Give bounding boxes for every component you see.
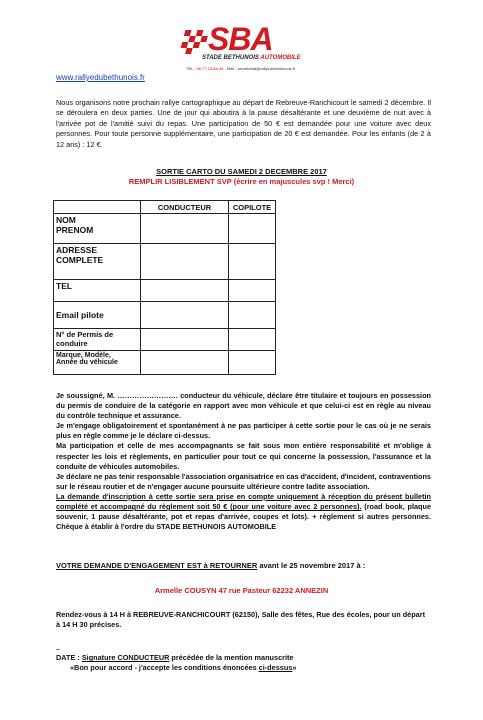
conducteur-vehicule-cell[interactable] bbox=[141, 351, 229, 375]
row-label: TEL bbox=[54, 280, 141, 302]
retour-instruction bbox=[56, 561, 365, 570]
declaration-p5-underlined: La demande d'inscription à cette sortie sera prise en compte uniquement à réception du présent bulletin complété et accompagné du règlement soit 50 € (pour une voiture avec 2 personnes). bbox=[56, 491, 431, 512]
intro-paragraph: Nous organisons notre prochain rallye cartographique au départ de Rebreuve-Ranchicourt le samedi 2 décembre. Il se déroulera en deux parties. Une de jour qui aboutira à la pause désaltérante et une deuxième de nuit avec à l'arrivée pot de l'amitié suivi du repas. Une participation de 50 € est demandée pour une voiture avec deux personnes. Pour toute personne supplémentaire, une participation de 20 € est demandée. Pour les enfants (de 2 à 12 ans) : 12 €. bbox=[56, 98, 431, 149]
row-label: ADRESSE COMPLETE bbox=[54, 244, 141, 280]
conducteur-email-cell[interactable] bbox=[141, 302, 229, 329]
conducteur-nom-cell[interactable] bbox=[141, 214, 229, 244]
row-label: Email pilote bbox=[54, 302, 141, 329]
bon-pour-accord: «Bon pour accord - j'accepte les conditions énoncées ci-dessus» bbox=[70, 663, 297, 673]
copilote-tel-cell[interactable] bbox=[229, 280, 276, 302]
copilote-nom-cell[interactable] bbox=[229, 214, 276, 244]
row-label: NOM PRENOM bbox=[54, 214, 141, 244]
date-label: DATE : bbox=[56, 653, 80, 663]
club-name-part1: STADE BETHUNOIS bbox=[202, 55, 259, 61]
rendezvous-info: Rendez-vous à 14 H à REBREUVE-RANCHICOURT (62150), Salle des fêtes, Rue des écoles, pour un départ à 14 H 30 précises. bbox=[56, 610, 425, 630]
form-row-vehicule bbox=[54, 351, 276, 375]
sortie-title: SORTIE CARTO DU SAMEDI 2 DECEMBRE 2017 bbox=[156, 167, 327, 176]
form-row-nom bbox=[54, 214, 276, 244]
form-row-adresse bbox=[54, 244, 276, 280]
date-signature-section bbox=[56, 643, 296, 674]
row-label: N° de Permis de conduire bbox=[54, 329, 141, 351]
ci-dessus: ci-dessus bbox=[258, 663, 293, 673]
remplir-instruction: REMPLIR LISIBLEMENT SVP (écrire en majuscules svp ! Merci) bbox=[128, 177, 355, 186]
date-signature-line bbox=[56, 653, 296, 663]
form-row-permis bbox=[54, 329, 276, 351]
declaration-p5-rest: (road book, plaque souvenir, 1 pause désaltérante, pot et repas d'arrivée, coupes et lots). + règlement si autres personnes. Chèque à établir à l'ordre du STADE BETHUNOIS AUTOMOBILE bbox=[56, 502, 432, 532]
copilote-email-cell[interactable] bbox=[229, 302, 276, 329]
tel-value: 06.77.23.84.44 bbox=[196, 66, 224, 71]
col-copilote: COPILOTE bbox=[229, 201, 276, 214]
col-conducteur: CONDUCTEUR bbox=[141, 201, 229, 214]
form-row-email bbox=[54, 302, 276, 329]
declaration-p3: Ma participation et celle de mes accompagnants se fait sous mon entière responsabilité et m'oblige à respecter les lois et règlements, en particulier pour tout ce qui concerne la possession, l'assurance et la conduite de véhicules automobiles. bbox=[56, 441, 431, 471]
copilote-vehicule-cell[interactable] bbox=[229, 351, 276, 375]
declaration-p2: Je m'engage obligatoirement et spontanément à ne pas participer à cette sortie pour le cas où je ne serais plus en règle comme je le déclare ci-dessus. bbox=[56, 421, 431, 441]
mail: - Mail : secretariat@rallyedubethunois.fr bbox=[224, 66, 296, 71]
declaration-p5 bbox=[56, 492, 431, 532]
registration-form-table bbox=[53, 200, 276, 375]
declaration-p4: Je déclare ne pas tenir responsable l'association organisatrice en cas d'accident, d'incident, contraventions sur le réseau routier et de n'engager aucune poursuite ultérieure contre ladite association. bbox=[56, 471, 431, 491]
conducteur-permis-cell[interactable] bbox=[141, 329, 229, 351]
logo-text: SBA bbox=[208, 21, 273, 57]
tel-label: TEL : bbox=[186, 66, 196, 71]
club-name-part2: AUTOMOBILE bbox=[260, 55, 301, 61]
website-link[interactable]: www.rallyedubethunois.fr bbox=[56, 73, 145, 82]
retour-underlined: VOTRE DEMANDE D'ENGAGEMENT EST à RETOURNER bbox=[56, 561, 258, 570]
signature-rest: précédée de la mention manuscrite bbox=[169, 653, 294, 663]
conducteur-tel-cell[interactable] bbox=[141, 280, 229, 302]
row-label: Marque, Modèle, Année du véhicule bbox=[54, 351, 141, 375]
form-row-tel bbox=[54, 280, 276, 302]
club-name bbox=[202, 55, 301, 61]
retour-rest: avant le 25 novembre 2017 à : bbox=[257, 561, 366, 570]
form-header-row bbox=[54, 201, 276, 214]
dots: .. bbox=[56, 643, 61, 652]
copilote-permis-cell[interactable] bbox=[229, 329, 276, 351]
contact-line bbox=[186, 66, 295, 71]
form-header-empty bbox=[54, 201, 141, 214]
declaration-p1: Je soussigné, M. ……………………. conducteur du véhicule, déclare être titulaire et toujours en possession du permis de conduire de la catégorie en rapport avec mon véhicule et que celui-ci est en règle au niveau du contrôle technique et assurance. bbox=[56, 391, 431, 421]
signature-underlined: Signature CONDUCTEUR bbox=[81, 653, 170, 663]
return-address: Armelle COUSYN 47 rue Pasteur 62232 ANNEZIN bbox=[154, 586, 329, 595]
sba-logo bbox=[178, 21, 301, 66]
copilote-adresse-cell[interactable] bbox=[229, 244, 276, 280]
declaration bbox=[56, 391, 431, 532]
conducteur-adresse-cell[interactable] bbox=[141, 244, 229, 280]
